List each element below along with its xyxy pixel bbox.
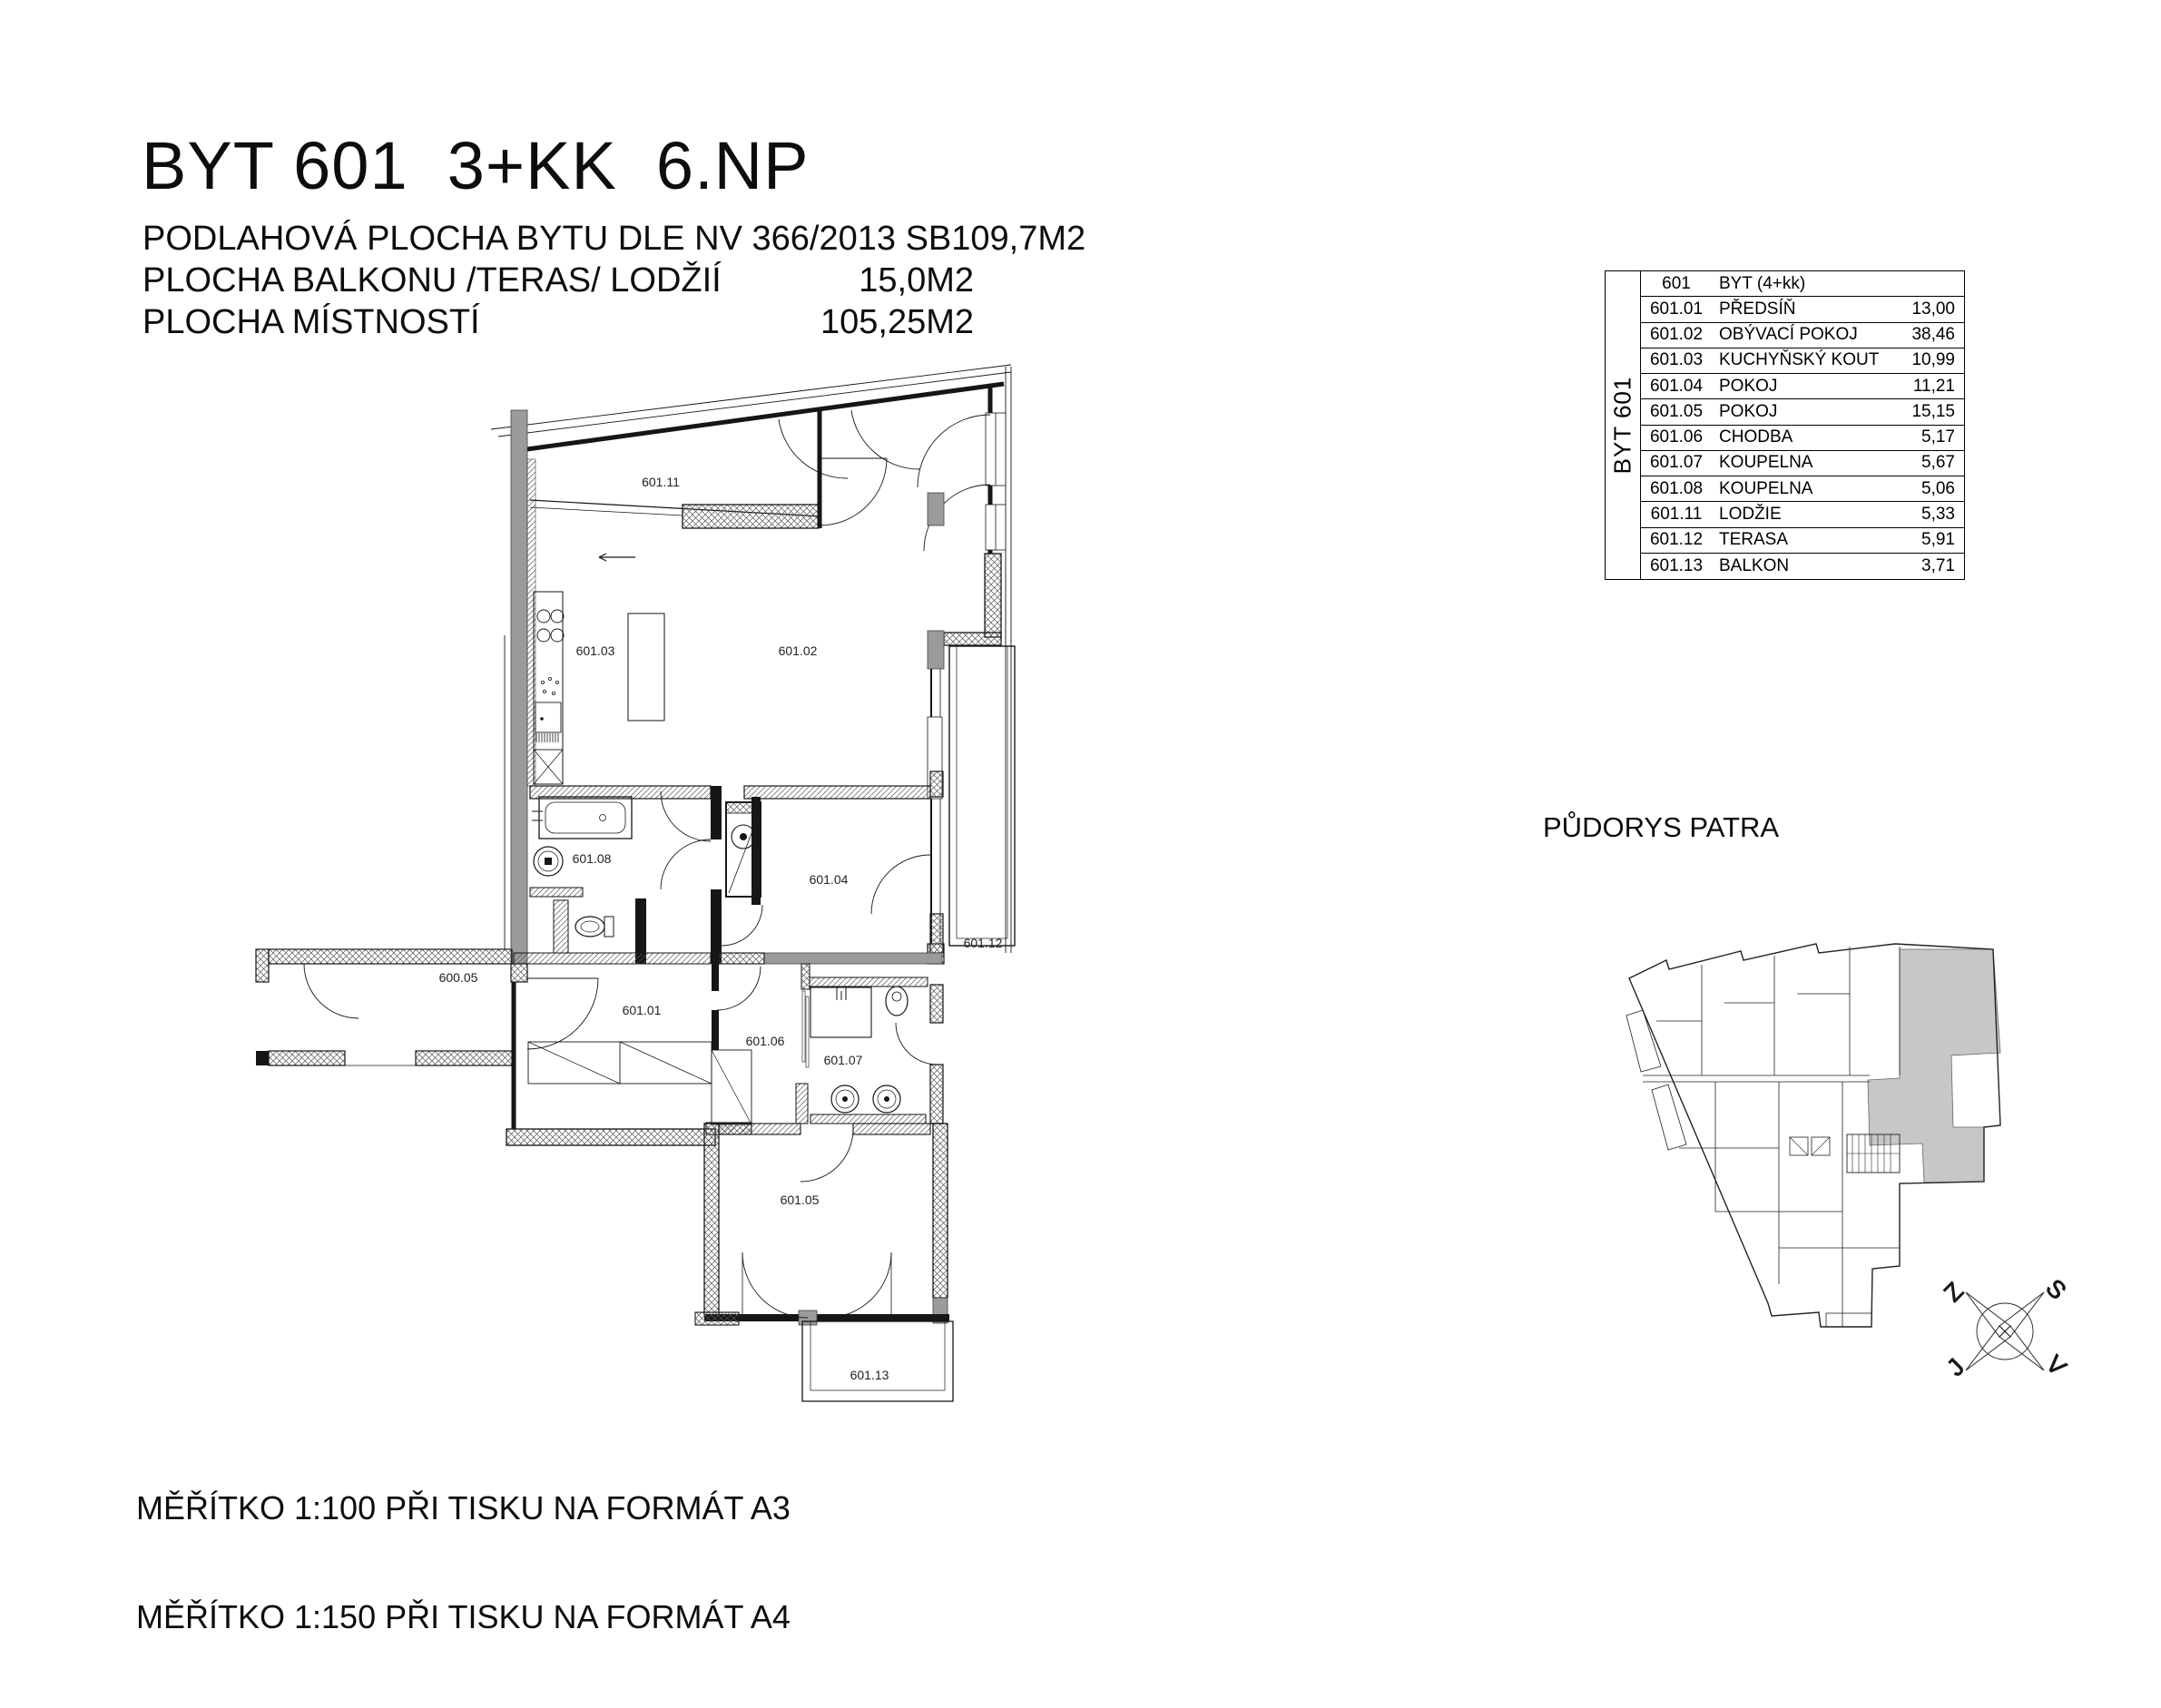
overview-caption: PŮDORYS PATRA	[1543, 811, 1780, 843]
cell-room-name: CHODBA	[1719, 427, 1793, 447]
cell-room-name: KOUPELNA	[1719, 478, 1813, 498]
cell-room-name: PŘEDSÍŇ	[1719, 299, 1796, 319]
cell-room-area: 3,71	[1921, 555, 1955, 575]
cell-room-id: 601.02	[1649, 325, 1704, 345]
cell-room-name: BYT (4+kk)	[1719, 273, 1806, 293]
cell-room-id: 601.11	[1650, 504, 1703, 524]
summary-label: PLOCHA BALKONU /TERAS/ LODŽIÍ	[142, 261, 722, 299]
cell-room-area: 5,91	[1921, 530, 1955, 550]
table-row	[1641, 323, 1964, 348]
compass-label-south: J	[1941, 1353, 1970, 1382]
room-label-terasa: 601.12	[963, 936, 1003, 950]
cell-room-id: 601.04	[1649, 376, 1704, 396]
room-label-chodba: 601.06	[745, 1034, 785, 1048]
room-label-koupelna-08: 601.08	[572, 851, 612, 866]
compass-rose	[1939, 1274, 2071, 1381]
cell-room-name: TERASA	[1719, 530, 1789, 550]
table-row	[1641, 271, 1964, 297]
table-row	[1641, 426, 1964, 451]
cell-room-area: 15,15	[1911, 401, 1955, 421]
room-label-kuchyn: 601.03	[575, 643, 615, 658]
table-row	[1641, 399, 1964, 425]
cell-room-area: 38,46	[1911, 325, 1955, 345]
cell-room-name: KOUPELNA	[1719, 453, 1813, 473]
apartment-plan	[256, 365, 1015, 1401]
cell-room-id: 601.13	[1649, 555, 1704, 575]
room-label-balkon: 601.13	[850, 1368, 889, 1382]
cell-room-id: 601.01	[1649, 299, 1704, 319]
page-title: BYT 601 3+KK 6.NP	[142, 128, 810, 203]
cell-room-id: 601.03	[1649, 350, 1704, 370]
room-label-lodzie: 601.11	[642, 475, 680, 489]
cell-room-id: 601.05	[1649, 401, 1704, 421]
table-group-header	[1606, 271, 1641, 579]
room-label-pokoj-04: 601.04	[809, 872, 849, 887]
cell-room-id: 601.08	[1649, 478, 1704, 498]
cell-room-id: 601	[1662, 273, 1691, 293]
cell-room-area: 11,21	[1912, 376, 1955, 396]
compass-label-north: S	[2040, 1273, 2072, 1305]
cell-room-area: 5,67	[1921, 453, 1955, 473]
cell-room-name: OBÝVACÍ POKOJ	[1719, 325, 1858, 345]
area-summary	[142, 218, 1086, 343]
cell-room-area: 5,33	[1921, 504, 1955, 524]
summary-row-floor-area	[142, 218, 1086, 260]
highlighted-unit-601	[1868, 949, 2000, 1183]
cell-room-name: KUCHYŇSKÝ KOUT	[1719, 350, 1880, 370]
table-row	[1641, 451, 1964, 476]
table-row	[1641, 297, 1964, 322]
room-label-pokoj-05: 601.05	[780, 1193, 820, 1207]
summary-value: 15,0M2	[859, 261, 974, 299]
cell-room-name: POKOJ	[1719, 376, 1778, 396]
room-area-table	[1605, 270, 1965, 580]
summary-row-balcony-area	[142, 260, 974, 301]
cell-room-id: 601.12	[1649, 530, 1704, 550]
compass-label-west: Z	[1939, 1277, 1969, 1308]
table-rows	[1641, 271, 1964, 579]
table-row	[1641, 502, 1964, 527]
table-row	[1641, 374, 1964, 399]
room-label-koupelna-07: 601.07	[823, 1053, 863, 1067]
table-group-label: BYT 601	[1608, 376, 1636, 475]
cell-room-id: 601.07	[1649, 453, 1704, 473]
cell-room-area: 13,00	[1911, 299, 1955, 319]
room-label-obyvaci: 601.02	[778, 643, 818, 658]
cell-room-name: POKOJ	[1719, 401, 1778, 421]
room-label-predsin: 601.01	[622, 1003, 662, 1017]
summary-value: 105,25M2	[820, 303, 974, 341]
cell-room-name: BALKON	[1719, 555, 1790, 575]
summary-row-rooms-area	[142, 301, 974, 343]
cell-room-area: 5,17	[1921, 427, 1955, 447]
cell-room-id: 601.06	[1649, 427, 1704, 447]
scale-notes	[136, 1418, 791, 1708]
table-row	[1641, 476, 1964, 502]
summary-label: PODLAHOVÁ PLOCHA BYTU DLE NV 366/2013 SB	[142, 220, 952, 258]
scale-note-a4: MĚŘÍTKO 1:150 PŘI TISKU NA FORMÁT A4	[136, 1598, 791, 1635]
summary-value: 109,7M2	[951, 220, 1086, 258]
summary-label: PLOCHA MÍSTNOSTÍ	[142, 303, 480, 341]
table-row	[1641, 554, 1964, 579]
compass-label-east: V	[2040, 1350, 2072, 1381]
table-row	[1641, 528, 1964, 554]
room-label-spolecna-chodba: 600.05	[438, 970, 478, 985]
overview-plan	[1626, 944, 2000, 1327]
scale-note-a3: MĚŘÍTKO 1:100 PŘI TISKU NA FORMÁT A3	[136, 1489, 791, 1526]
table-row	[1641, 348, 1964, 374]
cell-room-name: LODŽIE	[1719, 504, 1782, 524]
cell-room-area: 10,99	[1911, 350, 1955, 370]
cell-room-area: 5,06	[1921, 478, 1955, 498]
